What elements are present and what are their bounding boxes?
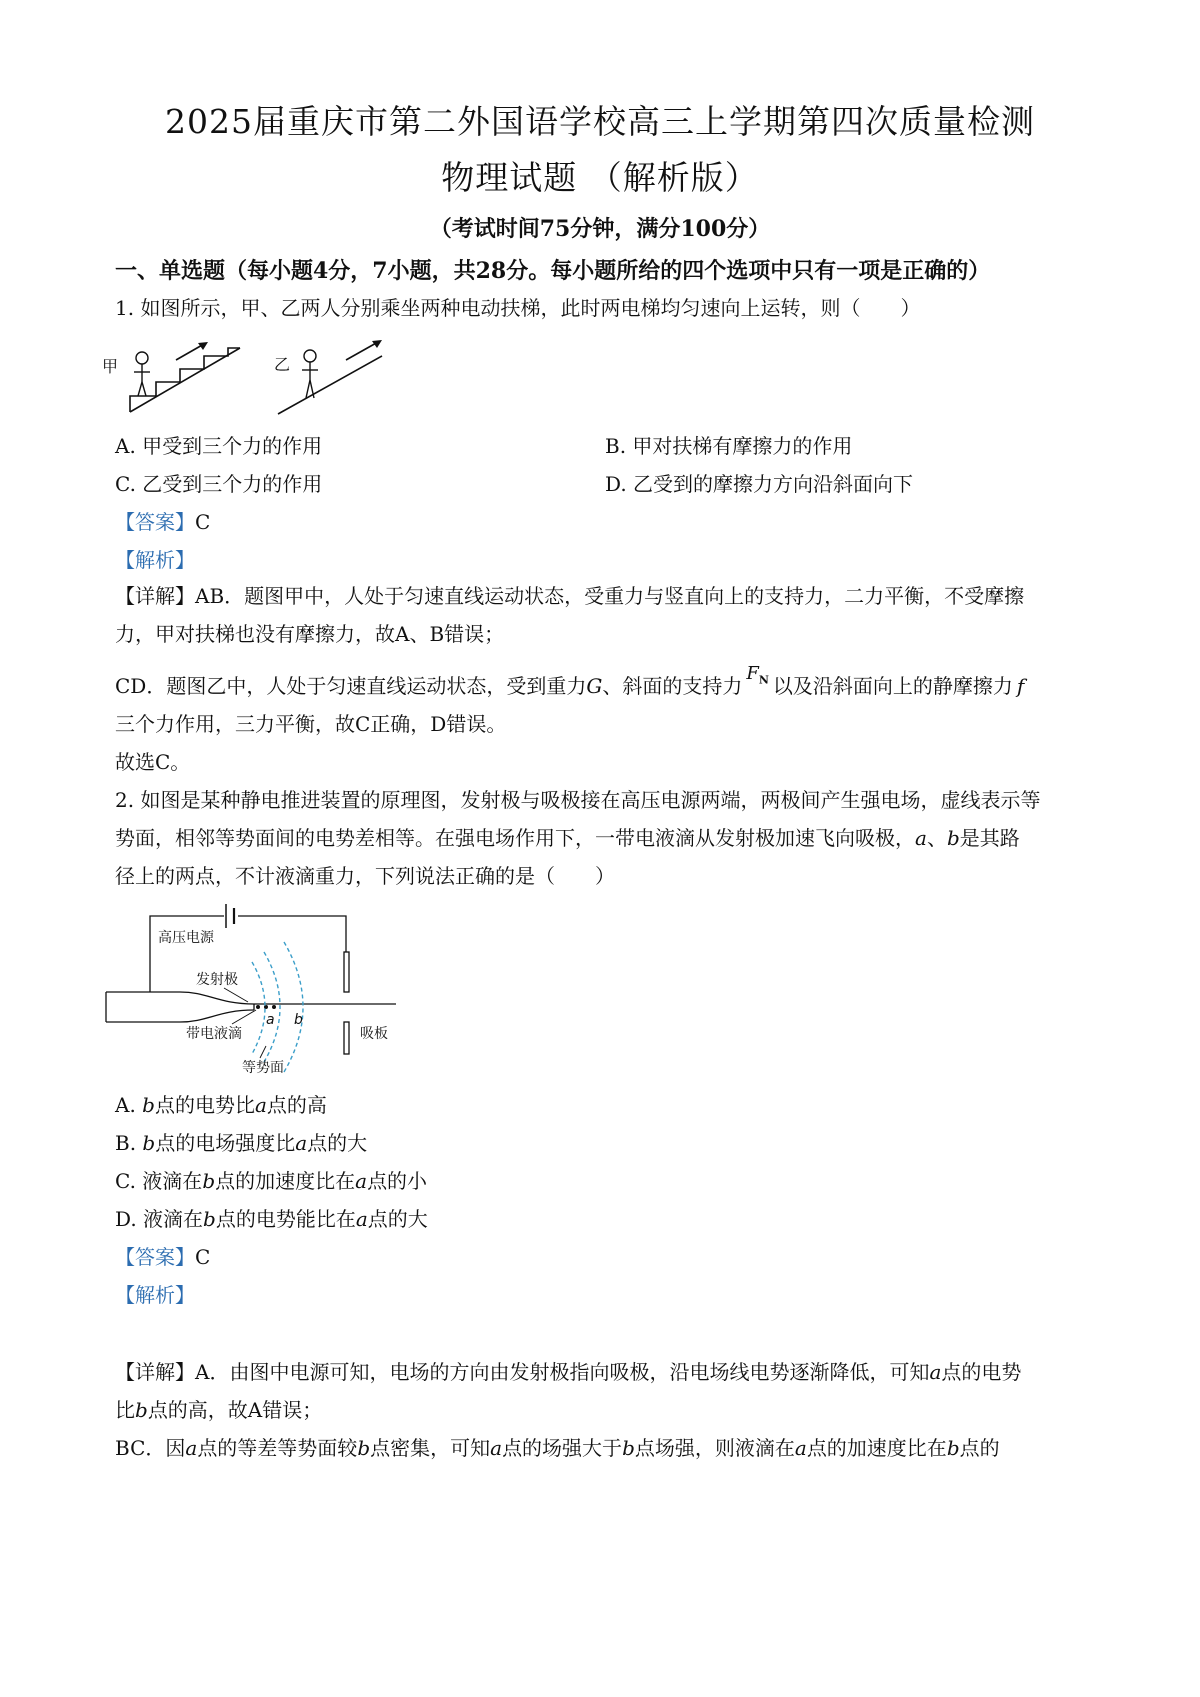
detail-text: 点的 xyxy=(959,1436,1000,1460)
q2-detail-line1 xyxy=(115,1358,1021,1386)
point-a: a xyxy=(355,1207,368,1231)
point-b: b xyxy=(142,1093,155,1117)
arrow-yi xyxy=(346,342,378,360)
option-text: B. xyxy=(115,1131,143,1155)
option-text: 点的大 xyxy=(367,1207,428,1231)
point-a: a xyxy=(254,1093,267,1117)
q2-electrostatic-figure xyxy=(100,896,420,1080)
analysis-label: 【解析】 xyxy=(115,548,195,572)
detail-text: 点的高，故A错误； xyxy=(147,1398,323,1422)
answer-label: 【答案】 xyxy=(115,1245,195,1269)
q2-option-a xyxy=(115,1089,327,1118)
point-b: b xyxy=(946,1436,960,1460)
person-jia-head xyxy=(136,352,148,364)
power-label: 高压电源 xyxy=(158,930,214,946)
point-a: a xyxy=(794,1436,807,1460)
point-b-label: b xyxy=(294,1012,303,1028)
flat-escalator xyxy=(278,356,382,414)
point-a-label: a xyxy=(266,1012,275,1028)
point-a: a xyxy=(185,1436,198,1460)
stem-text: 势面，相邻等势面间的电势差相等。在强电场作用下，一带电液滴从发射极加速飞向吸极， xyxy=(115,826,915,850)
q1-detail-line3 xyxy=(115,663,1025,709)
person-yi-head xyxy=(304,350,316,362)
point-a: a xyxy=(915,826,927,850)
detail-text: 以及沿斜面向上的静摩擦力 xyxy=(772,674,1013,698)
point-b: b xyxy=(357,1436,371,1460)
stair-base xyxy=(130,348,240,412)
absorber-plate-bottom xyxy=(344,1022,349,1054)
absorber-plate-top xyxy=(344,952,349,992)
detail-text: A．由图中电源可知，电场的方向由发射极指向吸极，沿电场线电势逐渐降低，可知 xyxy=(195,1360,930,1384)
label-yi: 乙 xyxy=(274,355,291,374)
point-a: a xyxy=(295,1131,308,1155)
option-text: 点的小 xyxy=(367,1169,428,1193)
q1-escalator-figure xyxy=(100,326,400,426)
detail-label: 【详解】 xyxy=(115,1360,195,1384)
option-text: 点的电势能比在 xyxy=(215,1207,356,1231)
q1-detail-line2: 力，甲对扶梯也没有摩擦力，故A、B错误； xyxy=(115,622,505,646)
q2-detail-line2 xyxy=(115,1396,322,1424)
detail-text: 点的加速度比在 xyxy=(806,1436,947,1460)
equipotential-surface xyxy=(284,942,303,1072)
detail-text: 点的等差等势面较 xyxy=(197,1436,358,1460)
symbol-g: G xyxy=(586,674,603,698)
detail-text: CD．题图乙中，人处于匀速直线运动状态，受到重力 xyxy=(115,674,587,698)
q1-option-c: C. 乙受到三个力的作用 xyxy=(115,472,323,496)
detail-text: BC．因 xyxy=(115,1436,186,1460)
point-a: a xyxy=(355,1169,368,1193)
option-text: 点的电场强度比 xyxy=(155,1131,296,1155)
q2-stem-line1: 2. 如图是某种静电推进装置的原理图，发射极与吸极接在高压电源两端，两极间产生强电场，虚线表示等 xyxy=(115,788,1041,812)
q1-answer xyxy=(115,506,210,535)
q2-detail-line3 xyxy=(115,1434,1000,1462)
detail-text: 点的电势 xyxy=(941,1360,1022,1384)
fn-subscript: N xyxy=(758,673,769,687)
document-title: 2025届重庆市第二外国语学校高三上学期第四次质量检测 xyxy=(165,102,1035,141)
q1-option-d: D. 乙受到的摩擦力方向沿斜面向下 xyxy=(605,472,914,496)
point-b: b xyxy=(622,1436,635,1460)
q2-option-d xyxy=(115,1203,428,1232)
q1-option-a: A. 甲受到三个力的作用 xyxy=(115,434,323,458)
detail-text: 、斜面的支持力 xyxy=(602,674,743,698)
emitter-label: 发射极 xyxy=(196,972,238,988)
option-text: 点的加速度比在 xyxy=(215,1169,356,1193)
q2-analysis-label xyxy=(115,1279,195,1308)
fn-letter: F xyxy=(746,663,759,684)
option-text: A. xyxy=(115,1093,143,1117)
detail-text: 点的场强大于 xyxy=(502,1436,623,1460)
detail-text: 比 xyxy=(115,1398,135,1422)
point-b: b xyxy=(203,1207,216,1231)
q1-analysis-label xyxy=(115,544,195,573)
document-subtitle: 物理试题 （解析版） xyxy=(441,158,759,197)
point-b: b xyxy=(946,826,960,850)
answer-label: 【答案】 xyxy=(115,510,195,534)
answer-value: C xyxy=(195,1245,211,1269)
point-b: b xyxy=(202,1169,216,1193)
q2-answer xyxy=(115,1241,210,1270)
stem-text: 、 xyxy=(926,826,947,850)
detail-text: 点密集，可知 xyxy=(370,1436,491,1460)
symbol-f: f xyxy=(1016,674,1025,698)
emitter-tube xyxy=(106,992,396,1004)
detail-label: 【详解】 xyxy=(115,584,195,608)
detail-text: 点场强，则液滴在 xyxy=(634,1436,795,1460)
option-text: D. 液滴在 xyxy=(115,1207,204,1231)
q1-option-b: B. 甲对扶梯有摩擦力的作用 xyxy=(605,434,853,458)
q2-stem-line3: 径上的两点，不计液滴重力，下列说法正确的是（ ） xyxy=(115,864,615,888)
q1-detail-line5: 故选C。 xyxy=(115,750,191,774)
option-text: 点的大 xyxy=(307,1131,368,1155)
absorber-label: 吸板 xyxy=(360,1026,388,1042)
q1-stem: 1. 如图所示，甲、乙两人分别乘坐两种电动扶梯，此时两电梯均匀速向上运转，则（ ） xyxy=(115,296,921,320)
q1-detail-line1 xyxy=(115,582,1024,610)
analysis-label: 【解析】 xyxy=(115,1283,195,1307)
option-text: C. 液滴在 xyxy=(115,1169,203,1193)
q1-detail-line4: 三个力作用，三力平衡，故C正确，D错误。 xyxy=(115,712,507,736)
option-text: 点的高 xyxy=(266,1093,327,1117)
label-jia: 甲 xyxy=(102,357,119,376)
point-b: b xyxy=(135,1398,148,1422)
q2-option-b xyxy=(115,1127,367,1156)
equipotential-label: 等势面 xyxy=(242,1060,284,1076)
exam-info: （考试时间75分钟，满分100分） xyxy=(429,216,771,242)
droplet xyxy=(272,1005,276,1009)
detail-text: AB．题图甲中，人处于匀速直线运动状态，受重力与竖直向上的支持力，二力平衡，不受摩擦 xyxy=(195,584,1025,608)
arrow-jia xyxy=(176,344,204,360)
answer-value: C xyxy=(195,510,211,534)
symbol-fn xyxy=(746,663,769,687)
droplet-label: 带电液滴 xyxy=(186,1026,242,1042)
option-text: 点的电势比 xyxy=(154,1093,255,1117)
section-heading: 一、单选题（每小题4分，7小题，共28分。每小题所给的四个选项中只有一项是正确的） xyxy=(115,258,991,284)
point-a: a xyxy=(929,1360,942,1384)
droplet xyxy=(256,1005,260,1009)
q2-option-c xyxy=(115,1165,427,1194)
stem-text: 是其路 xyxy=(959,826,1020,850)
q2-stem-line2 xyxy=(115,824,1020,852)
point-a: a xyxy=(490,1436,503,1460)
point-b: b xyxy=(142,1131,156,1155)
